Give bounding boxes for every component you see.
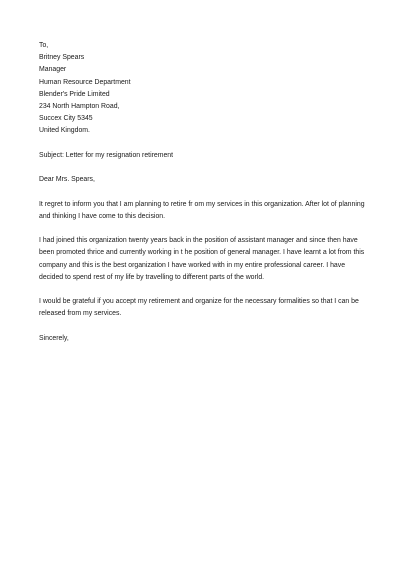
- recipient-name: Britney Spears: [39, 54, 85, 62]
- body-paragraph-2: [39, 235, 365, 284]
- body-paragraph-3: [39, 296, 365, 320]
- recipient-street: 234 North Hampton Road,: [39, 103, 120, 111]
- paragraph-line: It regret to inform you that I am planning to retire fr om my services in this organization. After lot of planning: [39, 200, 365, 208]
- spacer: [39, 138, 365, 150]
- paragraph-line: company and this is the best organization I have worked with in my entire professional career. I have: [39, 261, 346, 269]
- spacer: [39, 162, 365, 174]
- paragraph-line: released from my services.: [39, 310, 122, 318]
- closing: Sincerely,: [39, 334, 69, 342]
- salutation: Dear Mrs. Spears,: [39, 176, 95, 184]
- paragraph-line: been promoted thrice and currently working in t he position of general manager. I have learnt a lot from this: [39, 249, 365, 257]
- paragraph-line: and thinking I have come to this decision.: [39, 212, 166, 220]
- recipient-department: Human Resource Department: [39, 78, 131, 86]
- recipient-block: [39, 40, 365, 138]
- resignation-letter: [39, 40, 365, 345]
- recipient-to: To,: [39, 42, 49, 49]
- recipient-company: Blender's Pride Limited: [39, 90, 110, 98]
- subject-line: Subject: Letter for my resignation retirement: [39, 151, 174, 159]
- spacer: [39, 223, 365, 235]
- spacer: [39, 321, 365, 333]
- paragraph-line: decided to spend rest of my life by travelling to different parts of the world.: [39, 273, 265, 281]
- spacer: [39, 186, 365, 198]
- spacer: [39, 284, 365, 296]
- recipient-city: Succex City 5345: [39, 115, 93, 123]
- recipient-title: Manager: [39, 66, 67, 74]
- body-paragraph-1: [39, 199, 365, 223]
- paragraph-line: I had joined this organization twenty years back in the position of assistant manager and since then have: [39, 237, 358, 245]
- paragraph-line: I would be grateful if you accept my retirement and organize for the necessary formalities so that I can be: [39, 298, 359, 306]
- recipient-country: United Kingdom.: [39, 127, 90, 135]
